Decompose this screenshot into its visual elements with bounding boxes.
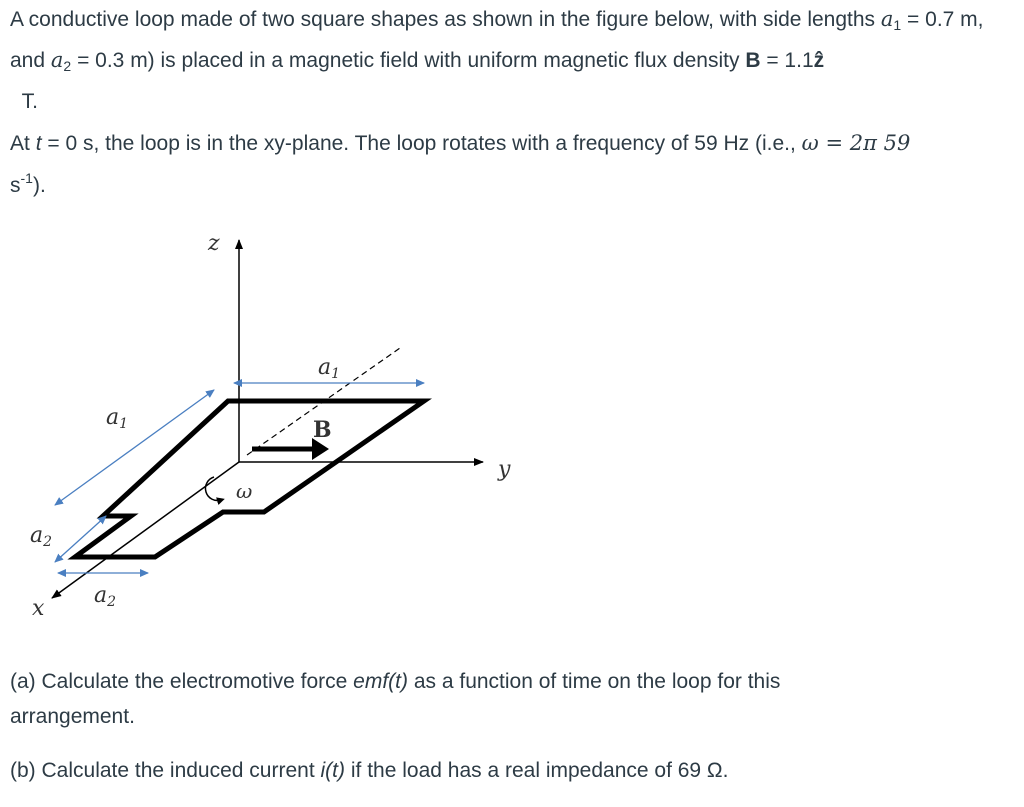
B-symbol: B	[745, 49, 761, 72]
a1-value: = 0.7 m, and	[10, 8, 984, 72]
a2-symbol: a	[50, 48, 64, 72]
question-a	[10, 664, 910, 734]
B-value: = 1.1	[766, 49, 814, 72]
t-symbol: t	[35, 132, 42, 155]
current-symbol: i(t)	[320, 759, 346, 782]
emf-symbol: emf(t)	[353, 670, 408, 693]
omega-label: ω	[236, 479, 253, 503]
a2-subscript: 2	[63, 58, 72, 74]
a1-symbol: a	[880, 7, 894, 31]
axis-z-label: z	[208, 231, 220, 256]
a2-left-label: a2	[30, 523, 53, 550]
a2-bottom-label: a2	[94, 583, 117, 610]
s-unit: s	[10, 174, 21, 197]
a1-left-label: a1	[106, 405, 129, 432]
s-exponent: -1	[20, 170, 33, 186]
question-a-suffix: as a function of time on the loop for this arrangement.	[10, 670, 781, 728]
intro-text-2b: = 0 s, the loop is in the xy-plane. The loop rotates with a frequency of 59 Hz (i.e.,	[47, 132, 796, 155]
z-hat: ẑ	[813, 49, 825, 72]
axis-y-label: y	[498, 457, 511, 482]
x-axis	[52, 462, 239, 598]
a1-top-label: a1	[318, 355, 341, 382]
omega-expression: ω = 2π 59	[801, 131, 911, 155]
intro-text-1: A conductive loop made of two square shapes as shown in the figure below, with side lengths	[10, 8, 876, 31]
B-label: B	[313, 417, 332, 443]
axis-x-label: x	[32, 596, 45, 621]
intro-text-2a: At	[10, 132, 30, 155]
question-b-prefix: (b) Calculate the induced current	[10, 759, 315, 782]
question-b-suffix: if the load has a real impedance of 69 Ω.	[350, 759, 729, 782]
B-unit: T.	[21, 90, 39, 113]
a2-value: = 0.3 m) is placed in a magnetic field with uniform magnetic flux density	[77, 49, 740, 72]
a1-subscript: 1	[893, 17, 902, 33]
question-a-prefix: (a) Calculate the electromotive force	[10, 670, 348, 693]
s-end: ).	[32, 174, 46, 197]
question-b	[10, 753, 910, 788]
